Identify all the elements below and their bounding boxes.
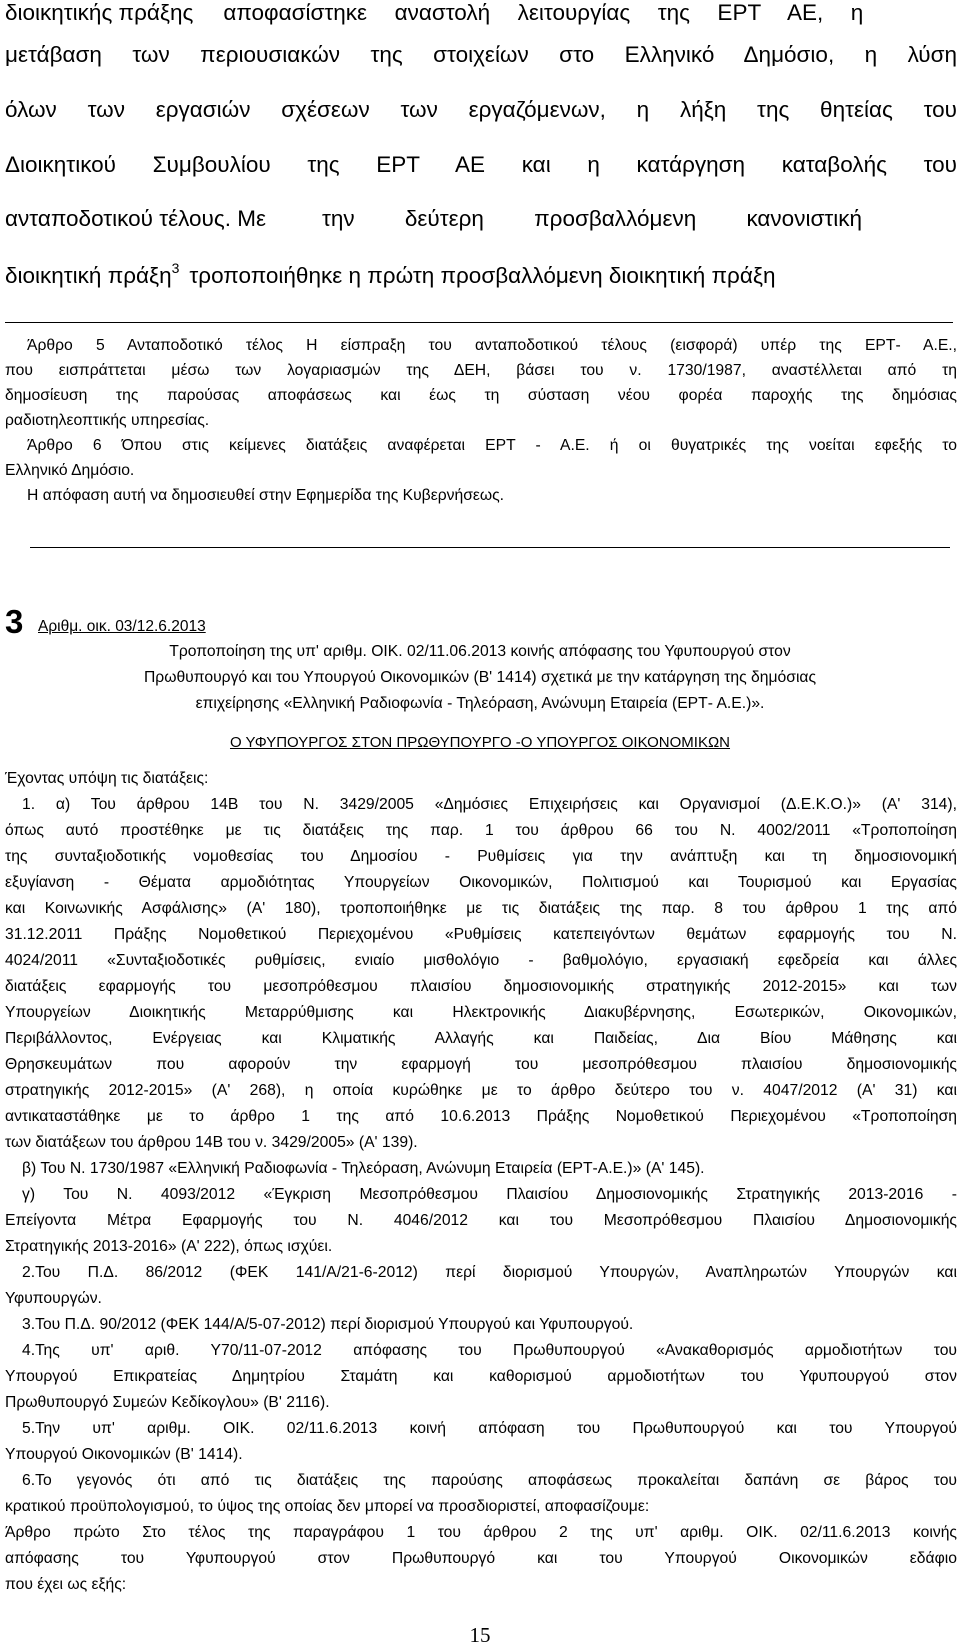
footnote-3-caption-2: Πρωθυπουργό και του Υπουργού Οικονομικών (Β' 1414) σχετικά με την κατάργηση της δημόσιας <box>143 669 817 686</box>
footnote-prev-line-3: δημοσίευση της παρούσας αποφάσεως και έως τη σύσταση νέου φορέα παροχής της δημόσιας <box>5 387 957 404</box>
main-line-6: διοικητική πράξη$^3$ τροποποιήθηκε η πρώτη προσβαλλόμενη διοικητική πράξη <box>5 260 776 288</box>
body-line-2: 1. α) Του άρθρου 14Β του Ν. 3429/2005 «Δημόσιες Επιχειρήσεις και Οργανισμοί (Δ.Ε.Κ.Ο.)» (Α' 314), <box>22 796 957 813</box>
footnote-prev-line-6: Ελληνικό Δημόσιο. <box>5 462 135 479</box>
body-line-16: β) Του Ν. 1730/1987 «Ελληνική Ραδιοφωνία - Τηλεόραση, Ανώνυμη Εταιρεία (ΕΡΤ-Α.Ε.)» (Α' 145). <box>22 1160 705 1177</box>
body-line-24: Υπουργού Επικρατείας Δημητρίου Σταμάτη και καθορισμού αρμοδιοτήτων του Υφυπουργού στον <box>5 1368 957 1385</box>
body-line-28: 6.Το γεγονός ότι από τις διατάξεις της παρούσης αποφάσεως προκαλείται δαπάνη σε βάρος του <box>22 1472 957 1489</box>
main-line-3: όλων των εργασιών σχέσεων των εργαζόμενων, η λήξη της θητείας του <box>5 97 957 122</box>
body-line-8: 4024/2011 «Συνταξιοδοτικές ρυθμίσεις, ενιαίο μισθολόγιο - βαθμολόγιο, εργασιακή εφεδρεία και άλλες <box>5 952 957 969</box>
body-line-11: Περιβάλλοντος, Ενέργειας και Κλιματικής Αλλαγής και Παιδείας, Δια Βίου Μάθησης και <box>5 1030 957 1047</box>
footnote-ref-3: 3 <box>171 260 180 276</box>
body-line-26: 5.Την υπ' αριθμ. ΟΙΚ. 02/11.6.2013 κοινή απόφαση του Πρωθυπουργού και του Υπουργού <box>22 1420 957 1437</box>
footnote-prev-line-7: Η απόφαση αυτή να δημοσιευθεί στην Εφημερίδα της Κυβερνήσεως. <box>27 487 505 504</box>
footnote-prev-line-1: Άρθρο 5 Ανταποδοτικό τέλος Η είσπραξη του ανταποδοτικού τέλους (εισφορά) υπέρ της ΕΡΤ- Α.Ε., <box>27 337 957 354</box>
footnote-3-reference: Αριθμ. οικ. 03/12.6.2013 <box>38 618 206 635</box>
body-line-32: που έχει ως εξής: <box>5 1576 127 1593</box>
footnote-end-rule <box>30 547 950 548</box>
footnote-3-caption-3: επιχείρησης «Ελληνική Ραδιοφωνία - Τηλεόραση, Ανώνυμη Εταιρεία (ΕΡΤ- Α.Ε.)». <box>195 695 765 712</box>
body-line-30: Άρθρο πρώτο Στο τέλος της παραγράφου 1 του άρθρου 2 της υπ' αριθμ. ΟΙΚ. 02/11.6.2013 κοινής <box>5 1524 957 1541</box>
body-line-23: 4.Της υπ' αριθ. Υ70/11-07-2012 απόφασης του Πρωθυπουργού «Ανακαθορισμός αρμοδιοτήτων του <box>22 1342 957 1359</box>
page-number: 15 <box>469 1623 491 1647</box>
body-line-9: διατάξεις εφαρμογής του μεσοπρόθεσμου πλαισίου δημοσιονομικής στρατηγικής 2012-2015» και των <box>5 978 957 995</box>
body-line-20: 2.Του Π.Δ. 86/2012 (ΦΕΚ 141/Α/21-6-2012) περί διορισμού Υπουργών, Αναπληρωτών Υπουργών και <box>22 1264 957 1281</box>
body-line-21: Υφυπουργών. <box>5 1290 102 1307</box>
footnote-prev-line-2: που εισπράττεται μέσω των λογαριασμών της ΔΕΗ, βάσει του ν. 1730/1987, αναστέλλεται από τη <box>5 362 957 379</box>
body-line-22: 3.Του Π.Δ. 90/2012 (ΦΕΚ 144/Α/5-07-2012) περί διορισμού Υπουργού και Υφυπουργού. <box>22 1316 634 1333</box>
main-line-2: μετάβαση των περιουσιακών της στοιχείων στο Ελληνικό Δημόσιο, η λύση <box>5 42 957 67</box>
body-line-5: εξυγίανση - Θέματα αρμοδιότητας Υπουργείων Οικονομικών, Πολιτισμού και Τουρισμού και Εργασίας <box>5 874 957 891</box>
body-line-29: κρατικού προϋπολογισμού, το ύψος της οποίας δεν μπορεί να προσδιοριστεί, αποφασίζουμε: <box>5 1498 650 1515</box>
body-line-15: των διατάξεων του άρθρου 14Β του ν. 3429/2005» (Α' 139). <box>5 1134 418 1151</box>
main-line-5: ανταποδοτικού τέλους. Με την δεύτερη προσβαλλόμενη κανονιστική <box>5 206 862 231</box>
body-line-3: όπως αυτό προστέθηκε με τις διατάξεις της παρ. 1 του άρθρου 66 του Ν. 4002/2011 «Τροποποίηση <box>5 822 957 839</box>
body-line-12: Θρησκευμάτων που αφορούν την εφαρμογή του μεσοπρόθεσμου πλαισίου δημοσιονομικής <box>5 1056 957 1073</box>
footnote-prev-line-4: ραδιοτηλεοπτικής υπηρεσίας. <box>5 412 210 429</box>
body-line-25: Πρωθυπουργό Συμεών Κεδίκογλου» (Β' 2116). <box>5 1394 330 1411</box>
body-line-13: στρατηγικής 2012-2015» (Α' 268), η οποία κυρώθηκε με το άρθρο δεύτερο του ν. 4047/2012 (Α' 31) και <box>5 1082 957 1099</box>
footnote-3-heading: Ο ΥΦΥΠΟΥΡΓΟΣ ΣΤΟΝ ΠΡΩΘΥΠΟΥΡΓΟ -Ο ΥΠΟΥΡΓΟΣ ΟΙΚΟΝΟΜΙΚΩΝ <box>229 734 731 751</box>
body-line-6: και Κοινωνικής Ασφάλισης» (Α' 180), τροποποιήθηκε με τις διατάξεις της παρ. 8 του άρθρου 1 της από <box>5 900 957 917</box>
body-line-1: Έχοντας υπόψη τις διατάξεις: <box>5 770 209 787</box>
body-line-27: Υπουργού Οικονομικών (Β' 1414). <box>5 1446 243 1463</box>
body-line-17: γ) Του Ν. 4093/2012 «Έγκριση Μεσοπρόθεσμου Πλαισίου Δημοσιονομικής Στρατηγικής 2013-2016 - <box>22 1186 957 1203</box>
body-line-31: απόφασης του Υφυπουργού στον Πρωθυπουργό και του Υπουργού Οικονομικών εδάφιο <box>5 1550 957 1567</box>
main-line-4: Διοικητικού Συμβουλίου της ΕΡΤ ΑΕ και η κατάργηση καταβολής του <box>5 152 957 177</box>
body-line-14: αντικαταστάθηκε με το άρθρο 1 της από 10.6.2013 Πράξης Νομοθετικού Περιεχομένου «Τροποποίηση <box>5 1108 957 1125</box>
main-line-1: διοικητικής πράξης αποφασίστηκε αναστολή λειτουργίας της ΕΡΤ ΑΕ, η <box>5 0 864 25</box>
body-line-7: 31.12.2011 Πράξης Νομοθετικού Περιεχομένου «Ρυθμίσεις κατεπειγόντων θεμάτων εφαρμογής του Ν. <box>5 926 957 943</box>
footnote-prev-line-5: Άρθρο 6 Όπου στις κείμενες διατάξεις αναφέρεται ΕΡΤ - Α.Ε. ή οι θυγατρικές της νοείται εφεξής το <box>27 437 957 454</box>
footnote-3-caption-1: Τροποποίηση της υπ' αριθμ. ΟΙΚ. 02/11.06.2013 κοινής απόφασης του Υφυπουργού στον <box>169 643 791 660</box>
footnote-separator <box>5 322 953 323</box>
body-line-18: Επείγοντα Μέτρα Εφαρμογής του Ν. 4046/2012 και του Μεσοπρόθεσμου Πλαισίου Δημοσιονομικής <box>5 1212 957 1229</box>
body-line-19: Στρατηγικής 2013-2016» (Α' 222), όπως ισχύει. <box>5 1238 333 1255</box>
body-line-4: της συνταξιοδοτικής νομοθεσίας του Δημοσίου - Ρυθμίσεις για την ανάπτυξη και τη δημοσιονομική <box>5 848 957 865</box>
footnote-3-marker: 3 <box>5 603 24 640</box>
body-line-10: Υπουργείων Διοικητικής Μεταρρύθμισης και Ηλεκτρονικής Διακυβέρνησης, Εσωτερικών, Οικονομικών, <box>5 1004 957 1021</box>
